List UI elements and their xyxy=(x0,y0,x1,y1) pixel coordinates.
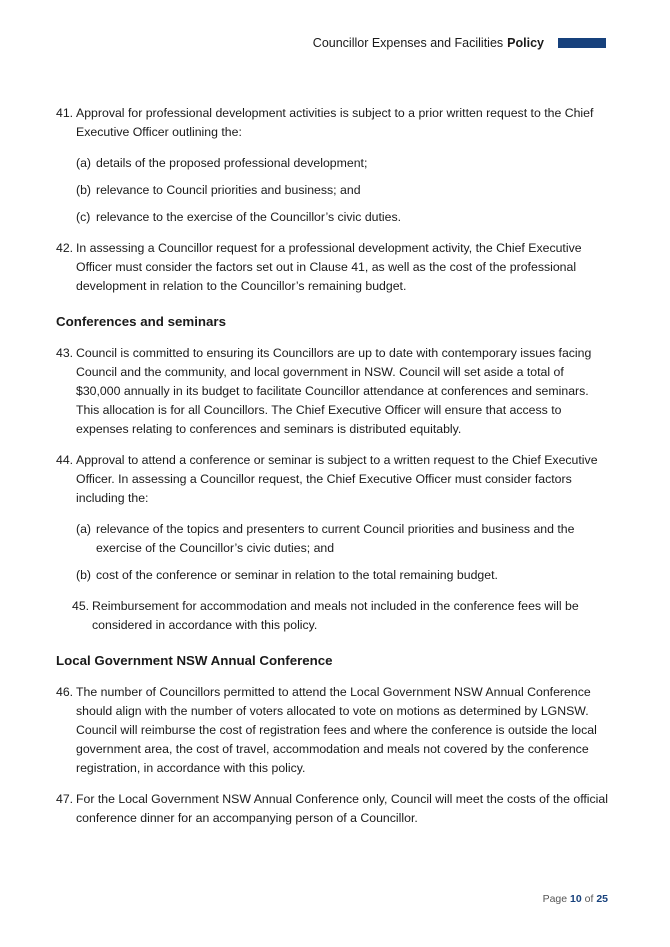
page-word: Page xyxy=(542,893,568,905)
sub-clause-c xyxy=(56,208,608,227)
clause-46 xyxy=(56,683,608,778)
header-accent-bar xyxy=(558,38,606,48)
sub-clause-text: relevance to the exercise of the Councillor’s civic duties. xyxy=(96,210,402,224)
sub-clause-label: (a) xyxy=(76,522,92,536)
clause-45 xyxy=(56,597,608,635)
clause-text: Approval for professional development activities is subject to a prior written request to the Chief Executive Officer outlining the: xyxy=(76,106,594,139)
clause-text: For the Local Government NSW Annual Conference only, Council will meet the costs of the official conference dinner for an accompanying person of a Councillor. xyxy=(76,792,608,825)
clause-text: The number of Councillors permitted to attend the Local Government NSW Annual Conference should align with the number of voters allocated to vote on motions as determined by LGNSW. Council will reimburse the cost of registration fees and where the conference is outside the local government area, the cost of travel, accommodation and meals not covered by the conference registration, in accordance with this policy. xyxy=(76,685,597,775)
clause-number: 44. xyxy=(56,453,74,467)
page-current: 10 xyxy=(570,893,582,905)
section-heading-conferences: Conferences and seminars xyxy=(56,314,226,329)
header-title: Councillor Expenses and Facilities xyxy=(312,36,504,50)
sub-clause-b xyxy=(56,181,608,200)
clause-number: 41. xyxy=(56,106,74,120)
clause-number: 47. xyxy=(56,792,74,806)
clause-number: 46. xyxy=(56,685,74,699)
clause-number: 45. xyxy=(72,599,90,613)
sub-clause-label: (a) xyxy=(76,156,92,170)
sub-clause-text: cost of the conference or seminar in relation to the total remaining budget. xyxy=(96,568,498,582)
sub-clause-label: (b) xyxy=(76,183,92,197)
page-header xyxy=(313,36,606,50)
sub-clause-text: relevance of the topics and presenters to current Council priorities and business and the exercise of the Councillor’s civic duties; and xyxy=(96,522,575,555)
sub-clause-label: (c) xyxy=(76,210,91,224)
clause-text: Approval to attend a conference or seminar is subject to a written request to the Chief Executive Officer. In assessing a Councillor request, the Chief Executive Officer must consider factors including the: xyxy=(76,453,598,505)
page-total: 25 xyxy=(596,893,608,905)
sub-clause-label: (b) xyxy=(76,568,92,582)
clause-number: 42. xyxy=(56,241,74,255)
header-title-bold: Policy xyxy=(507,36,544,50)
sub-clause-text: relevance to Council priorities and business; and xyxy=(96,183,361,197)
clause-43 xyxy=(56,344,608,439)
sub-clause-a xyxy=(56,520,608,558)
sub-clause-b xyxy=(56,566,608,585)
section-heading-lgnsw: Local Government NSW Annual Conference xyxy=(56,653,333,668)
clause-text: In assessing a Councillor request for a professional development activity, the Chief Executive Officer must consider the factors set out in Clause 41, as well as the cost of the professional development in relation to the Councillor’s remaining budget. xyxy=(76,241,582,293)
clause-number: 43. xyxy=(56,346,74,360)
sub-clause-a xyxy=(56,154,608,173)
sub-clause-text: details of the proposed professional development; xyxy=(96,156,368,170)
clause-41 xyxy=(56,104,608,142)
document-body xyxy=(56,104,608,840)
clause-44 xyxy=(56,451,608,508)
clause-text: Reimbursement for accommodation and meals not included in the conference fees will be considered in accordance with this policy. xyxy=(92,599,579,632)
clause-42 xyxy=(56,239,608,296)
page-of: of xyxy=(584,893,594,905)
clause-47 xyxy=(56,790,608,828)
clause-text: Council is committed to ensuring its Councillors are up to date with contemporary issues facing Council and the community, and local government in NSW. Council will set aside a total of $30,000 annually in its budget to facilitate Councillor attendance at conferences and seminars. This allocation is for all Councillors. The Chief Executive Officer will ensure that access to expenses relating to conferences and seminars is distributed equitably. xyxy=(76,346,592,436)
page-footer xyxy=(543,893,608,905)
